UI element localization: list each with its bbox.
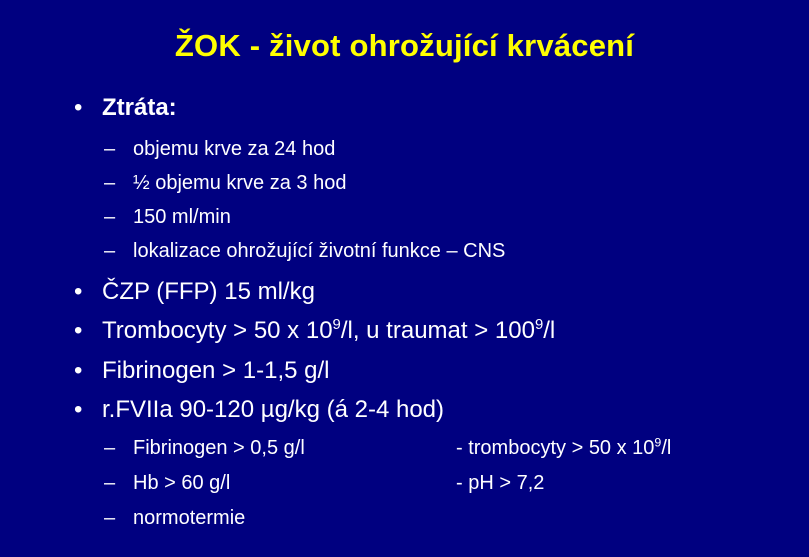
loss-item [104, 206, 231, 229]
slide-title: ŽOK - život ohrožující krvácení [174, 28, 635, 63]
bullet-marker: • [74, 94, 83, 121]
target-item [104, 472, 230, 495]
loss-item [104, 172, 346, 195]
dash-marker: – [104, 507, 116, 529]
platelets-mid: /l, u traumat > 100 [340, 317, 535, 344]
loss-item [104, 138, 335, 161]
bullet-marker: • [74, 317, 83, 344]
platelets-exponent: 9 [332, 317, 341, 333]
bullet-ffp [74, 278, 315, 306]
bullet-loss [74, 94, 177, 122]
target-item-text: Hb > 60 g/l [133, 472, 231, 494]
target-item [104, 507, 245, 530]
target-item [104, 437, 305, 460]
dash-marker: – [104, 206, 116, 228]
target-item-text: Fibrinogen > 0,5 g/l [133, 437, 305, 459]
platelets-suffix: /l [543, 317, 556, 344]
target-platelets-prefix: - trombocyty > 50 x 10 [456, 437, 655, 459]
bullet-marker: • [74, 396, 83, 423]
bullet-rfviia [74, 396, 444, 424]
bullet-fibrinogen [74, 357, 329, 385]
target-item-text: normotermie [133, 507, 246, 529]
bullet-marker: • [74, 278, 83, 305]
dash-marker: – [104, 138, 116, 160]
dash-marker: – [104, 172, 116, 194]
dash-marker: – [104, 437, 116, 459]
bullet-rfviia-label: r.FVIIa 90-120 µg/kg (á 2-4 hod) [102, 396, 445, 423]
dash-marker: – [104, 472, 116, 494]
loss-item-text: objemu krve za 24 hod [133, 138, 336, 160]
bullet-loss-label: Ztráta: [102, 94, 177, 121]
bullet-ffp-label: ČZP (FFP) 15 ml/kg [102, 278, 315, 305]
loss-item-text: 150 ml/min [133, 206, 231, 228]
loss-item [104, 240, 505, 263]
loss-item-text: lokalizace ohrožující životní funkce – CNS [133, 240, 506, 262]
target-platelets-exponent: 9 [654, 435, 662, 450]
dash-marker: – [104, 240, 116, 262]
bullet-marker: • [74, 357, 83, 384]
target-ph-text: - pH > 7,2 [456, 472, 545, 494]
target-ph [456, 472, 544, 495]
platelets-prefix: Trombocyty > 50 x 10 [102, 317, 333, 344]
target-platelets-suffix: /l [661, 437, 672, 459]
loss-item-text: ½ objemu krve za 3 hod [133, 172, 347, 194]
bullet-platelets [74, 317, 555, 345]
target-platelets [456, 437, 671, 460]
platelets-exponent-2: 9 [534, 317, 544, 333]
bullet-fibrinogen-label: Fibrinogen > 1-1,5 g/l [102, 357, 330, 384]
